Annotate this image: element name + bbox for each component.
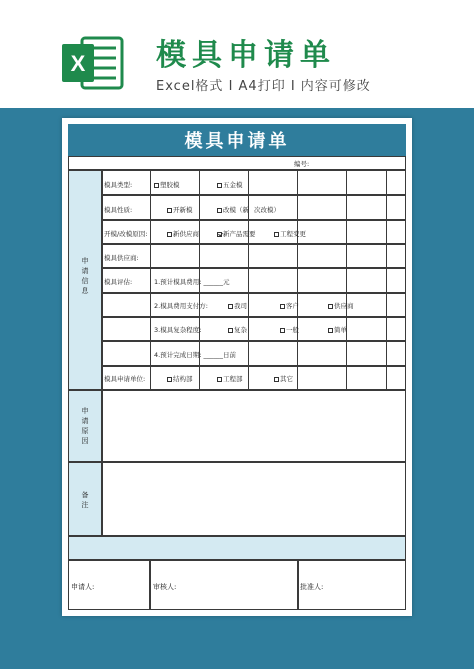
reason-label: 开模/改模原因: [104, 230, 148, 238]
checkbox-icon[interactable] [217, 183, 222, 188]
checkbox-icon[interactable] [328, 328, 333, 333]
payment-label: 2.模具费用支付方: [154, 302, 208, 310]
payment-option-3[interactable]: 供应商 [328, 301, 354, 310]
blank-band [68, 536, 406, 560]
reason-option-2[interactable]: 新产品需要 [217, 229, 256, 238]
mold-nature-label: 模具性质: [104, 206, 133, 214]
payment-option-1[interactable]: 我司 [228, 301, 247, 310]
checkbox-icon[interactable] [167, 232, 172, 237]
checkbox-icon[interactable] [328, 304, 333, 309]
dept-label: 模具申请单位: [104, 375, 146, 383]
logo-letter: X [70, 51, 86, 76]
checkbox-icon[interactable] [274, 377, 279, 382]
mold-nature-option-1[interactable]: 开新模 [167, 205, 193, 214]
reason-option-1[interactable]: 新供应商 [167, 229, 199, 238]
reason-textarea[interactable] [102, 390, 406, 462]
excel-logo-icon [60, 34, 124, 92]
form-title: 模具申请单 [68, 124, 406, 156]
signature-reviewer-label: 审核人: [153, 583, 177, 591]
mold-type-option-1[interactable]: 塑胶模 [154, 180, 180, 189]
mold-nature-option-3: 次改模） [254, 206, 280, 214]
reason-option-3[interactable]: 工程变更 [274, 229, 306, 238]
grid-col-3 [249, 170, 298, 390]
dept-option-2[interactable]: 工程部 [217, 374, 243, 383]
mold-type-option-2[interactable]: 五金模 [217, 180, 243, 189]
signature-applicant-label: 申请人: [71, 583, 95, 591]
remark-textarea[interactable] [102, 462, 406, 536]
mold-nature-option-2[interactable]: 改模（新 [217, 205, 249, 214]
checkbox-icon[interactable] [228, 328, 233, 333]
complexity-option-2[interactable]: 一般 [280, 325, 299, 334]
signature-approver-label: 批准人: [300, 583, 324, 591]
checkbox-icon[interactable] [167, 377, 172, 382]
form-sheet [62, 118, 412, 616]
complexity-option-1[interactable]: 复杂 [228, 325, 247, 334]
checkbox-icon[interactable] [154, 183, 159, 188]
checkbox-icon[interactable] [274, 232, 279, 237]
checkbox-icon[interactable] [167, 208, 172, 213]
section-apply-info-label: 申 请 信 息 [81, 257, 89, 295]
evaluation-fee[interactable]: 1.预计模具费用: ______元 [154, 278, 230, 286]
complexity-option-3[interactable]: 简单 [328, 325, 347, 334]
checkbox-icon[interactable] [217, 377, 222, 382]
complexity-label: 3.模具复杂程度: [154, 326, 202, 334]
serial-row [68, 156, 406, 170]
page-title: 模具申请单 [156, 38, 336, 73]
mold-type-label: 模具类型: [104, 181, 133, 189]
supplier-label: 模具供应商: [104, 254, 139, 262]
payment-option-2[interactable]: 客户 [280, 301, 299, 310]
section-reason-label: 申 请 原 因 [81, 407, 89, 445]
dept-option-1[interactable]: 结构部 [167, 374, 193, 383]
section-remark-label: 备 注 [81, 491, 89, 509]
checkbox-checked-icon[interactable] [217, 232, 222, 237]
completion-label[interactable]: 4.预计完成日期: ______日前 [154, 351, 236, 359]
serial-label: 编号: [294, 160, 310, 168]
template-header [0, 0, 474, 118]
evaluation-label: 模具评估: [104, 278, 133, 286]
checkbox-icon[interactable] [280, 304, 285, 309]
checkbox-icon[interactable] [228, 304, 233, 309]
grid-col-5 [347, 170, 387, 390]
page-subtitle: Excel格式 Ⅰ A4打印 Ⅰ 内容可修改 [156, 79, 371, 94]
checkbox-icon[interactable] [280, 328, 285, 333]
dept-option-3[interactable]: 其它 [274, 374, 293, 383]
grid-col-4 [298, 170, 347, 390]
checkbox-icon[interactable] [217, 208, 222, 213]
